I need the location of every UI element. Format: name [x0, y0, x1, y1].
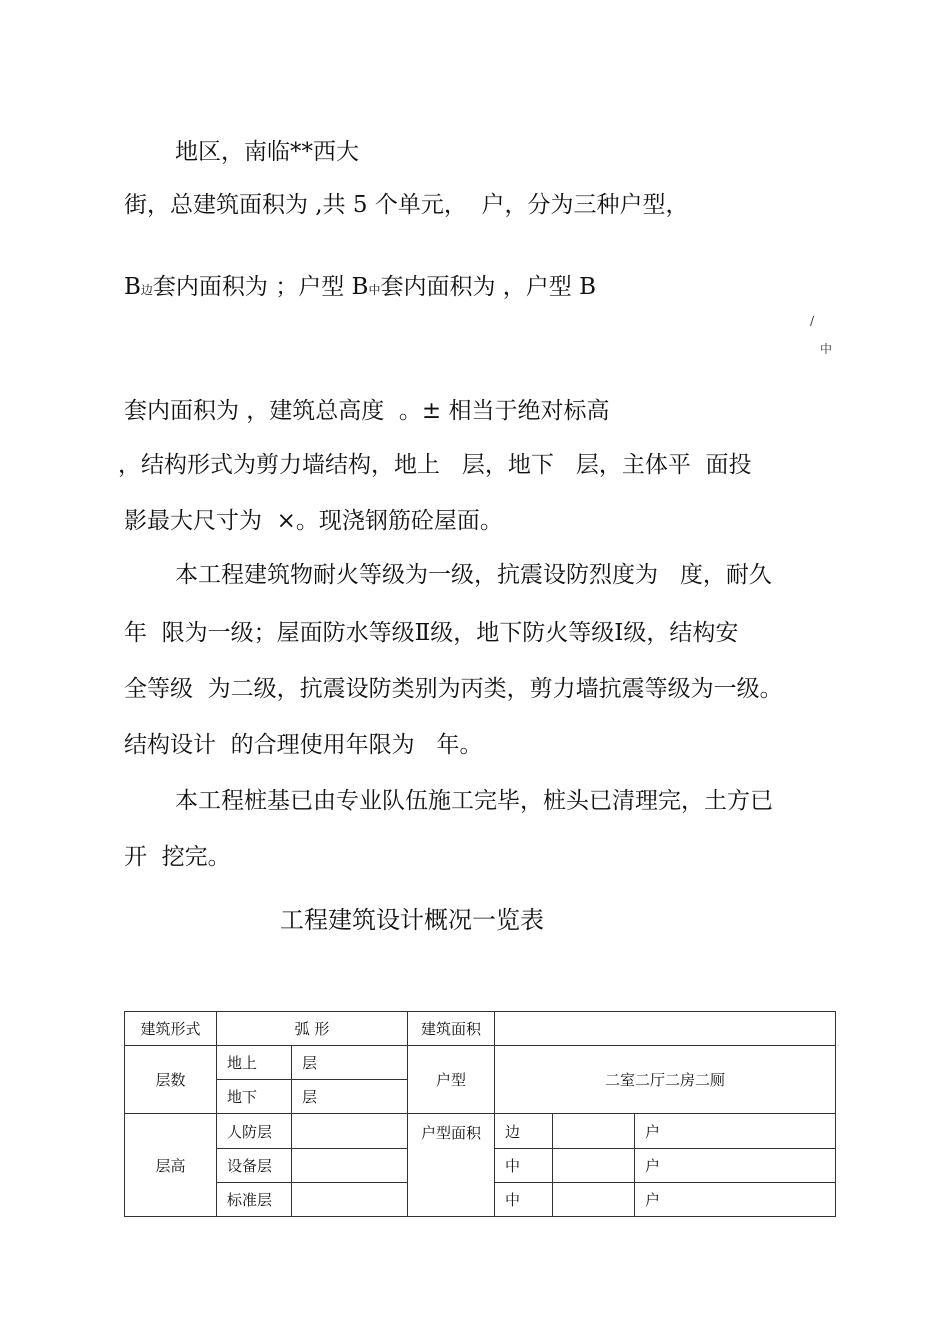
- paragraph-line-11: 本工程桩基已由专业队伍施工完毕，桩头已清理完，土方已: [175, 788, 773, 814]
- paragraph-line-6: 影最大尺寸为 ×。现浇钢筋砼屋面。: [124, 508, 503, 534]
- unit-b-letter: B: [124, 274, 141, 300]
- paragraph-line-12: 开 挖完。: [124, 844, 231, 870]
- paragraph-line-1: 地区，南临**西大: [175, 139, 359, 165]
- unit-area-type-3: 中: [495, 1182, 553, 1216]
- equipment-floor-value: [292, 1148, 408, 1182]
- paragraph-line-2: 街，总建筑面积为 ,共 5 个单元， 户，分为三种户型，: [124, 192, 689, 218]
- paragraph-line-10: 结构设计 的合理使用年限为 年。: [124, 732, 483, 758]
- unit-area-type-2: 中: [495, 1148, 553, 1182]
- equipment-floor-label: 设备层: [217, 1148, 292, 1182]
- civil-defense-floor-value: [292, 1114, 408, 1148]
- table-row: [125, 1046, 836, 1080]
- table-row: [125, 1114, 836, 1148]
- building-area-value: [495, 1012, 836, 1046]
- civil-defense-floor-label: 人防层: [217, 1114, 292, 1148]
- stray-subscript-mark: 中: [820, 342, 833, 356]
- paragraph-line-4: 套内面积为 ，建筑总高度 。± 相当于绝对标高: [124, 398, 610, 424]
- unit-area-label: 户型面积: [408, 1114, 495, 1217]
- building-form-value: 弧 形: [217, 1012, 408, 1046]
- above-ground-label: 地上: [217, 1046, 292, 1080]
- building-form-label: 建筑形式: [125, 1012, 217, 1046]
- below-ground-unit: 层: [292, 1080, 408, 1114]
- edge-subscript: 边: [140, 283, 153, 297]
- standard-floor-value: [292, 1182, 408, 1216]
- unit-area-unit-3: 户: [635, 1182, 836, 1216]
- stray-slash-mark: /: [810, 314, 815, 328]
- unit-type-value: 二室二厅二房二厕: [495, 1046, 836, 1114]
- unit-area-unit-2: 户: [635, 1148, 836, 1182]
- unit-area-value-2: [553, 1148, 635, 1182]
- standard-floor-label: 标准层: [217, 1182, 292, 1216]
- table-title: 工程建筑设计概况一览表: [280, 906, 544, 934]
- unit-area-value-1: [553, 1114, 635, 1148]
- above-ground-unit: 层: [292, 1046, 408, 1080]
- unit-area-value-3: [553, 1182, 635, 1216]
- unit-area-unit-1: 户: [635, 1114, 836, 1148]
- building-area-label: 建筑面积: [408, 1012, 495, 1046]
- unit-type-label: 户型: [408, 1046, 495, 1114]
- below-ground-label: 地下: [217, 1080, 292, 1114]
- line-3-text-a: 套内面积为 ；户型 B: [152, 274, 369, 300]
- line-3-text-b: 套内面积为 ，户型 B: [380, 274, 596, 300]
- paragraph-line-8: 年 限为一级；屋面防水等级Ⅱ级，地下防火等级Ⅰ级，结构安: [124, 620, 739, 646]
- paragraph-line-9: 全等级 为二级，抗震设防类别为丙类，剪力墙抗震等级为一级。: [124, 676, 783, 702]
- floors-label: 层数: [125, 1046, 217, 1114]
- table-row: [125, 1012, 836, 1046]
- middle-subscript: 中: [368, 283, 381, 297]
- paragraph-line-7: 本工程建筑物耐火等级为一级，抗震设防烈度为 度，耐久: [175, 562, 772, 588]
- floor-height-label: 层高: [125, 1114, 217, 1217]
- design-overview-table: [124, 1011, 836, 1217]
- paragraph-line-5: ，结构形式为剪力墙结构，地上 层，地下 层，主体平 面投: [118, 452, 752, 478]
- unit-area-type-1: 边: [495, 1114, 553, 1148]
- paragraph-line-3: [124, 272, 596, 305]
